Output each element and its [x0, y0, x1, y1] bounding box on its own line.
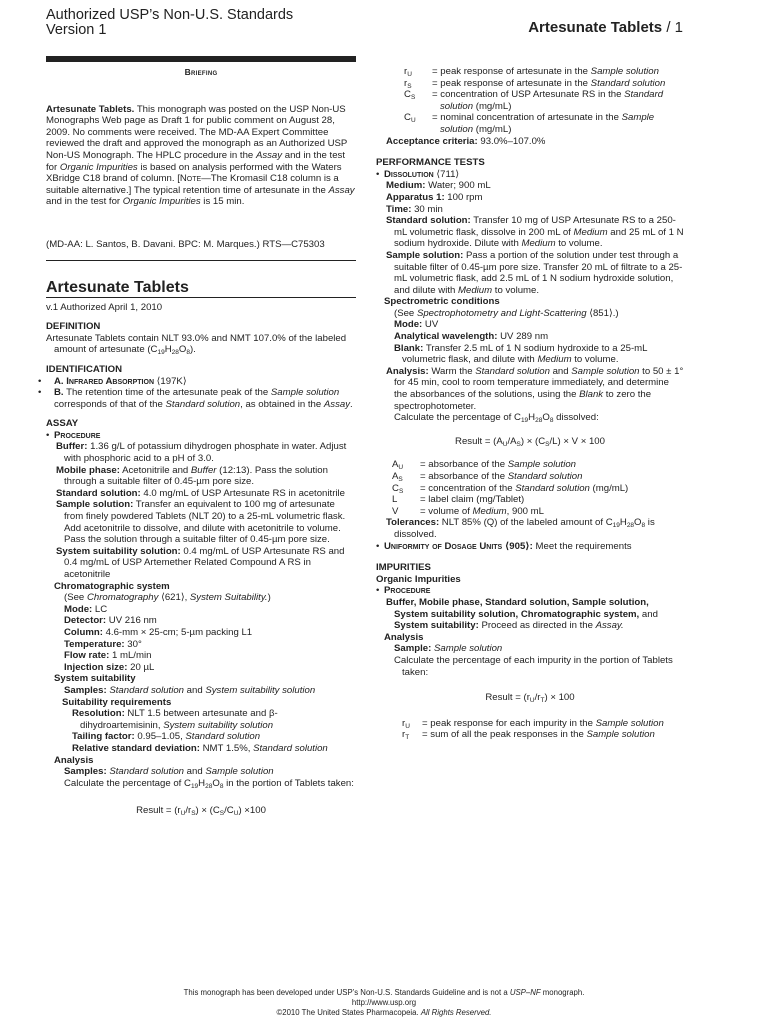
injection-size-line: Injection size: 20 µL: [64, 661, 155, 673]
def-text: = peak response of artesunate in the Sample solution: [432, 66, 659, 77]
assay-procedure: • Procedure: [46, 429, 101, 441]
column-line: Column: 4.6-mm × 25-cm; 5-µm packing L1: [64, 626, 253, 638]
def-sym: $C_S$: [392, 482, 404, 495]
suitability-requirements-heading: Suitability requirements: [62, 696, 172, 708]
analysis-samples-line: Samples: Standard solution and Sample solution: [64, 766, 274, 778]
spectrometric-see: (See Spectrophotometry and Light-Scattering ⟨851⟩.): [394, 307, 619, 319]
system-suitability-heading: System suitability: [54, 673, 136, 685]
impurities-procedure-text: Buffer, Mobile phase, Standard solution, Sample solution, System suitability solution, Chromatographic system, and System suitability: Proceed as directed in the Assay.: [386, 596, 658, 632]
def-sym: $C_U$: [404, 112, 416, 125]
uniformity-line: • Uniformity of Dosage Units ⟨905⟩: Meet the requirements: [376, 540, 632, 552]
identification-a: • A. Infrared Absorption ⟨197K⟩: [38, 375, 187, 387]
monograph-title: Artesunate Tablets: [46, 278, 189, 296]
def-text: = absorbance of the Standard solution: [420, 471, 583, 482]
dissolution-line: • Dissolution ⟨711⟩: [376, 168, 460, 180]
briefing-heading: Briefing: [184, 67, 218, 77]
organic-impurities-heading: Organic Impurities: [376, 573, 461, 585]
chromatography-see: (See Chromatography ⟨621⟩, System Suitability.): [64, 592, 271, 604]
apparatus-line: Apparatus 1: 100 rpm: [386, 191, 483, 203]
imp-analysis-heading: Analysis: [384, 631, 424, 643]
dissolution-result-formula: Result = $(A_U/A_S) \times (C_S/L) \times V \times 100$: [455, 435, 605, 448]
rsd-line: Relative standard deviation: NMT 1.5%, Standard solution: [72, 742, 328, 754]
sample-solution-line: Sample solution: Transfer an equivalent to 100 mg of artesunate from finely powdered Tablets (NLT 20) to a 25-mL volumetric flask. Add acetonitrile to dissolve, and dilute with acetonitrile to volume. Pass the solution through a suitable filter of 0.45-µm pore size.: [56, 499, 346, 546]
assay-heading: ASSAY: [46, 418, 79, 430]
def-text: = nominal concentration of artesunate in the Sample solution (mg/mL): [432, 112, 655, 135]
impurities-heading: IMPURITIES: [376, 562, 431, 574]
def-sym: L: [392, 494, 398, 506]
impurities-definitions: [394, 718, 684, 741]
right-column: [376, 66, 684, 741]
assay-result-formula: Result = $(r_U/r_S) \times (C_S/C_U) \times 100$: [136, 805, 266, 818]
def-sym: $r_S$: [404, 77, 412, 90]
diss-standard-solution: Standard solution: Transfer 10 mg of USP Artesunate RS to a 250-mL volumetric flask, dissolve in 200 mL of Medium and 25 mL of 1 N sodium hydroxide. Dilute with Medium to volume.: [386, 215, 684, 250]
definition-text: Artesunate Tablets contain NLT 93.0% and NMT 107.0% of the labeled amount of artesunate $(C_{19}H_{28}O_8)$.: [46, 332, 347, 357]
buffer-line: Buffer: 1.36 g/L of potassium dihydrogen phosphate in water. Adjust with phosphoric acid to a pH of 3.0.: [56, 441, 347, 465]
impurities-procedure: • Procedure: [376, 585, 431, 597]
briefing-credits: (MD-AA: L. Santos, B. Davani. BPC: M. Marques.) RTS—C75303: [46, 238, 325, 250]
def-text: = sum of all the peak responses in the Sample solution: [422, 729, 655, 741]
briefing-text: Artesunate Tablets. This monograph was posted on the USP Non-US Monographs Web page as Draft 1 for public comment on August 28, 2009. No comments were received. The MD-AA Expert Committee reviewed the draft and approved the monograph as an Authorized USP Non-US Monograph. The HPLC procedure in the Assay and in the test for Organic Impurities is based on analysis performed with the Waters XBridge C18 brand of column. [Note—The Kromasil C18 column is a suitable alternative.] The typical retention time of artesunate in the Assay and in the test for Organic Impurities is 15 min.: [46, 103, 355, 208]
detector-line: Detector: UV 216 nm: [64, 615, 157, 627]
diss-mode-line: Mode: UV: [394, 319, 439, 331]
spectrometric-heading: Spectrometric conditions: [384, 296, 500, 308]
identification-b: • B. The retention time of the artesunate peak of the Sample solution corresponds of that of the Standard solution, as obtained in the Assay.: [38, 387, 353, 410]
title-underline: [46, 297, 356, 298]
performance-tests-heading: PERFORMANCE TESTS: [376, 157, 485, 169]
time-line: Time: 30 min: [386, 203, 443, 215]
divider: [46, 260, 356, 261]
standard-solution-line: Standard solution: 4.0 mg/mL of USP Artesunate RS in acetonitrile: [56, 487, 345, 499]
header-line-2: Version 1: [46, 22, 107, 38]
def-sym: $A_S$: [392, 471, 403, 483]
def-text: = peak response for each impurity in the Sample solution: [422, 717, 664, 729]
mode-line: Mode: LC: [64, 603, 108, 615]
definition-heading: DEFINITION: [46, 321, 101, 333]
footer-line-1: This monograph has been developed under USP’s Non-U.S. Standards Guideline and is not a USP–NF monograph.: [183, 988, 585, 997]
left-column: [38, 56, 356, 827]
def-text: = concentration of USP Artesunate RS in the Standard solution (mg/mL): [432, 89, 664, 112]
briefing-bar: [46, 56, 356, 62]
def-text: = absorbance of the Sample solution: [420, 459, 577, 471]
analysis-heading: Analysis: [54, 754, 94, 766]
assay-definitions: [396, 66, 684, 136]
footer-copyright: ©2010 The United States Pharmacopeia. All Rights Reserved.: [276, 1008, 492, 1017]
def-sym: $r_T$: [402, 729, 410, 742]
dissolution-definitions: [384, 459, 684, 517]
imp-calc-line: Calculate the percentage of each impurity in the portion of Tablets taken:: [394, 654, 673, 678]
imp-sample-line: Sample: Sample solution: [394, 643, 503, 655]
system-suitability-solution-line: System suitability solution: 0.4 mg/mL of USP Artesunate RS and 0.4 mg/mL of USP Artemether Related Compound A RS in acetonitrile: [56, 545, 345, 580]
calculate-line: Calculate the percentage of $C_{19}H_{28}O_8$ in the portion of Tablets taken:: [64, 777, 354, 790]
resolution-line: Resolution: NLT 1.5 between artesunate and β-dihydroartemisinin, System suitability solution: [72, 708, 278, 731]
chromatographic-system-heading: Chromatographic system: [54, 580, 170, 592]
identification-heading: IDENTIFICATION: [46, 363, 123, 375]
flow-rate-line: Flow rate: 1 mL/min: [64, 650, 152, 662]
header-title: [528, 19, 683, 36]
medium-line: Medium: Water; 900 mL: [386, 180, 491, 192]
impurities-result-formula: Result = $(r_U/r_T) \times 100$: [485, 692, 575, 705]
def-sym: V: [392, 505, 399, 517]
def-sym: $r_U$: [404, 66, 412, 78]
def-sym: $A_U$: [392, 459, 404, 472]
def-sym: $r_U$: [402, 717, 410, 730]
footer-url[interactable]: http://www.usp.org: [351, 998, 417, 1007]
footer: [0, 988, 768, 1018]
def-sym: $C_S$: [404, 89, 416, 102]
temperature-line: Temperature: 30°: [64, 638, 142, 650]
page-number: / 1: [666, 19, 683, 36]
def-text: = label claim (mg/Tablet): [420, 494, 525, 506]
diss-sample-solution: Sample solution: Pass a portion of the solution under test through a suitable filter of 0.45-µm pore size. Transfer 20 mL of filtrate to a 25-mL volumetric flask, add 2.5 mL of 1 N sodium hydroxide solution, and dilute with Medium to volume.: [386, 249, 683, 296]
acceptance-criteria: Acceptance criteria: 93.0%–107.0%: [386, 135, 546, 147]
header-title-text: Artesunate Tablets: [528, 19, 663, 36]
diss-analysis-line: Analysis: Warm the Standard solution and Sample solution to 50 ± 1° for 45 min, cool to room temperature immediately, and determine the absorbances of the solutions, using the Blank to zero the spectrophotometer.: [386, 365, 684, 412]
tailing-factor-line: Tailing factor: 0.95–1.05, Standard solution: [72, 731, 261, 743]
diss-calc-line: Calculate the percentage of $C_{19}H_{28}O_8$ dissolved:: [394, 412, 599, 425]
def-text: = concentration of the Standard solution (mg/mL): [420, 482, 629, 494]
version-line: v.1 Authorized April 1, 2010: [46, 301, 163, 313]
mobile-phase-line: Mobile phase: Acetonitrile and Buffer (12:13). Pass the solution through a suitable filter of 0.45-µm pore size.: [56, 464, 328, 488]
ss-samples-line: Samples: Standard solution and System suitability solution: [64, 684, 316, 696]
tolerances-line: Tolerances: NLT 85% (Q) of the labeled amount of $C_{19}H_{28}O_8$ is dissolved.: [386, 517, 655, 540]
def-text: = volume of Medium, 900 mL: [420, 505, 544, 517]
def-text: = peak response of artesunate in the Standard solution: [432, 77, 666, 89]
header-left: [46, 8, 293, 38]
briefing-lead: Artesunate Tablets.: [46, 103, 135, 115]
header-line-1: Authorized USP’s Non-U.S. Standards: [46, 7, 294, 23]
wavelength-line: Analytical wavelength: UV 289 nm: [394, 331, 549, 343]
blank-line: Blank: Transfer 2.5 mL of 1 N sodium hydroxide to a 25-mL volumetric flask, and dilute with Medium to volume.: [394, 342, 648, 366]
